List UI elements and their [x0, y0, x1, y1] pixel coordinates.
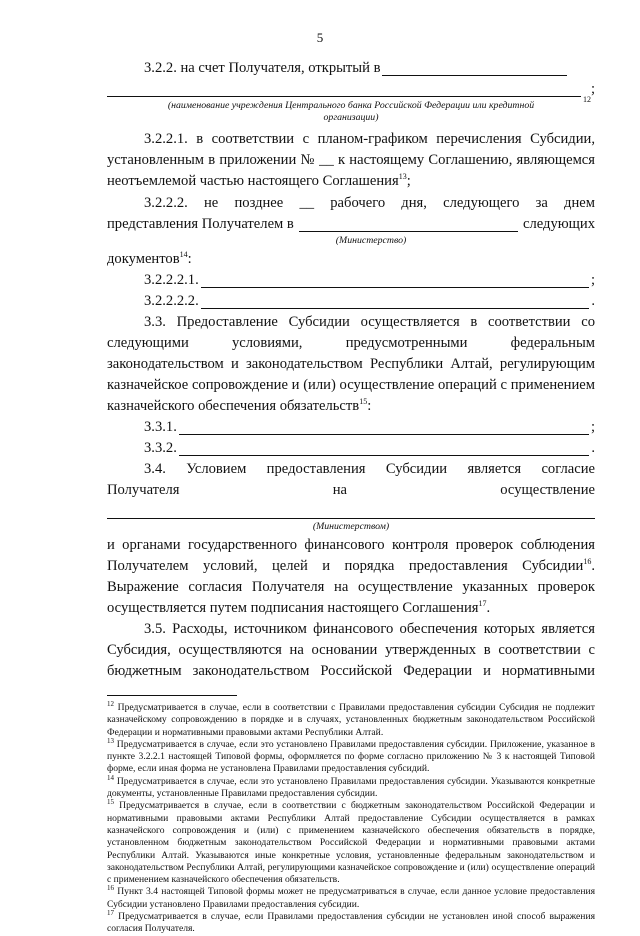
ministry-blank[interactable] — [299, 216, 518, 232]
footnote-ref-16: 16 — [583, 557, 592, 567]
footnote-ref-14: 14 — [179, 250, 188, 260]
clause-3-4-line2: Получателя на осуществление — [107, 482, 595, 498]
item-3-3-1-blank[interactable] — [179, 419, 589, 435]
item-3-2-2-2-1: 3.2.2.2.1. ; — [144, 272, 595, 288]
page-number: 5 — [316, 30, 324, 45]
bank-name-blank[interactable] — [382, 60, 567, 76]
clause-3-4: 3.4. Условием предоставления Субсидии является согласие — [144, 461, 595, 477]
clause-3-2-2 — [107, 58, 595, 79]
item-3-3-1: 3.3.1. ; — [144, 419, 595, 435]
footnote-13: $^{13}$ Предусматривается в случае, если это установлено Правилами предоставления субсидии. Приложение, указанное в пункте 3.2.2.1 настоящей Типовой формы, оформляется по форме согласно приложению № 3 к настоящей Типовой форме, если иная форма не установлена Правилами предоставления субсидий. — [107, 736, 595, 775]
footnote-ref-15: 15 — [359, 397, 368, 407]
footnote-16: $^{16}$ Пункт 3.4 настоящей Типовой формы может не предусматриваться в случае, если данное условие предоставления Субсидии установлено Правилами предоставления субсидии. — [107, 884, 596, 910]
clause-3-5: 3.5. Расходы, источником финансового обеспечения которых является Субсидия, осуществляются на основании утвержденных в соответствии с бюджетным законодательством Российской Федерации и нормативными — [107, 621, 595, 679]
footnote-separator — [107, 695, 237, 696]
footnote-ref-17: 17 — [478, 599, 487, 609]
item-3-2-2-2-2: 3.2.2.2.2. . — [144, 293, 595, 309]
item-3-3-2: 3.3.2. . — [144, 440, 595, 456]
footnotes — [107, 699, 596, 936]
clause-3-2-2-text: 3.2.2. на счет Получателя, открытый в — [144, 60, 381, 76]
footnote-17: $^{17}$ Предусматривается в случае, если Правилами предоставления субсидии не установлен иной способ выражения согласия Получателя. — [107, 908, 595, 935]
ministry-caption-2: (Министерством) — [312, 521, 390, 532]
documents-label: документов$^{14}$: — [107, 250, 192, 267]
clause-3-4-rest: и органами государственного финансового контроля проверок соблюдения Получателем условий, целей и порядка предоставления Субсидии$^{16}$. Выражение согласия Получателя на осуществление указанных проверок осуществляется путем подписания настоящего Соглашения$^{17}$. — [107, 537, 595, 616]
clause-3-2-2-continuation: 12 ; — [107, 79, 595, 100]
footnote-14: $^{14}$ Предусматривается в случае, если это установлено Правилами предоставления субсидии. Указываются конкретные документы, установленные Правилами предоставления субсидии. — [107, 773, 595, 800]
footnote-15: $^{15}$ Предусматривается в случае, если в соответствии с бюджетным законодательством Российской Федерации и нормативными правовыми актами Республики Алтай предоставление Субсидии осуществляется в рамках казначейского сопровождения и (или) с применением казначейского обеспечения обязательств в порядке, установленном бюджетным законодательством Российской Федерации и нормативными правовыми актами Республики Алтай. Указываются иные конкретные условия, установленные федеральным законодательством и законодательством Республики Алтай, регулирующими казначейское сопровождение и (или) осуществление операций с применением казначейского обеспечения обязательств. — [107, 798, 595, 886]
clause-3-4-blank-row — [107, 503, 595, 521]
clause-3-2-2-2-line2: представления Получателем в следующих — [107, 216, 595, 232]
clause-3-3: 3.3. Предоставление Субсидии осуществляется в соответствии со следующими условиями, предусмотренными федеральным законодательством и законодательством Республики Алтай, регулирующим казначейское сопровождение и (или) осуществление операций с применением казначейского обеспечения обязательств$^{15}$: — [107, 314, 595, 414]
item-3-2-2-2-1-blank[interactable] — [201, 272, 589, 288]
bank-name-blank-cont[interactable] — [107, 81, 581, 97]
document-body — [107, 58, 595, 936]
item-3-3-2-blank[interactable] — [179, 440, 590, 456]
ministry-blank-2[interactable] — [107, 503, 595, 519]
footnote-ref-13: 13 — [398, 172, 407, 182]
bank-caption: (наименование учреждения Центрального банка Российской Федерации или кредитной организации) — [167, 100, 535, 123]
clause-3-2-2-1: 3.2.2.1. в соответствии с планом-графиком перечисления Субсидии, установленным в приложении № __ к настоящему Соглашению, являющемся неотъемлемой частью настоящего Соглашения$^{13}$; — [107, 131, 595, 189]
ministry-caption-1: (Министерство) — [335, 235, 407, 246]
item-3-2-2-2-2-blank[interactable] — [201, 293, 590, 309]
footnote-12: $^{12}$ Предусматривается в случае, если в соответствии с Правилами предоставления субсидии Субсидия не подлежит казначейскому сопровождению в порядке и в случаях, установленных бюджетным законодательством Российской Федерации и нормативными правовыми актами Республики Алтай. — [107, 699, 595, 738]
clause-3-2-2-2: 3.2.2.2. не позднее __ рабочего дня, следующего за днем — [144, 195, 595, 211]
